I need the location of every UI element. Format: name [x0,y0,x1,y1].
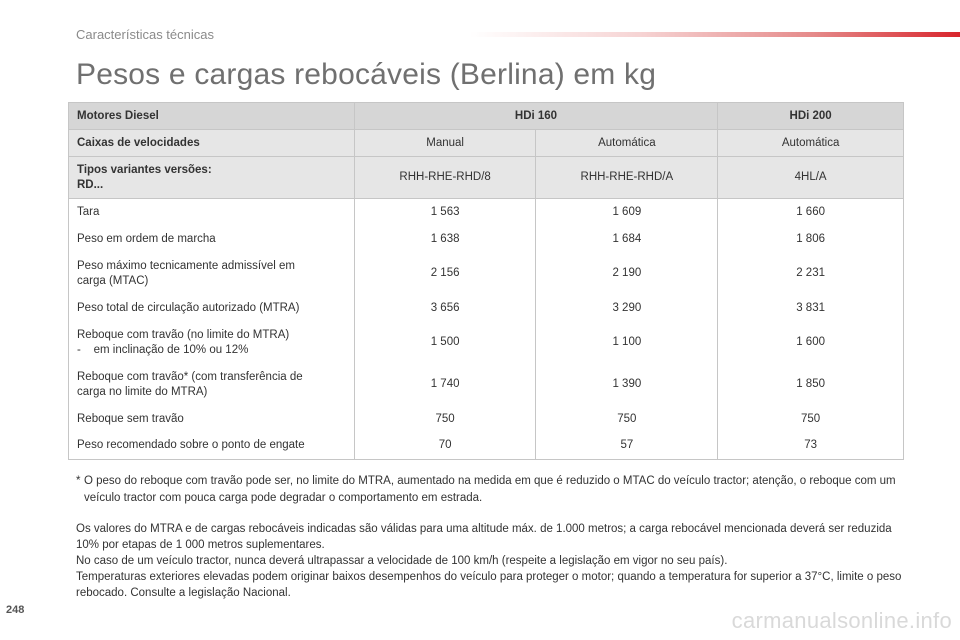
table-row [69,199,904,226]
header-accent-bar [470,32,960,37]
row-value: 1 850 [718,364,904,406]
variant-cell: RHH-RHE-RHD/A [536,157,718,199]
variant-cell: RHH-RHE-RHD/8 [354,157,536,199]
footnote [76,473,896,507]
table-row [69,322,904,364]
page-title: Pesos e cargas rebocáveis (Berlina) em kg [76,58,657,91]
row-value: 2 156 [354,253,536,295]
table-row [69,295,904,322]
weights-table [68,102,904,460]
note-line: No caso de um veículo tractor, nunca deverá ultrapassar a velocidade de 100 km/h (respeite a legislação em vigor no seu país). [76,555,728,567]
watermark: carmanualsonline.info [731,608,952,633]
row-label: Reboque com travão (no limite do MTRA) - em inclinação de 10% ou 12% [69,322,355,364]
gearbox-label: Caixas de velocidades [69,130,355,157]
row-value: 1 390 [536,364,718,406]
table-row [69,406,904,433]
table-row [69,226,904,253]
row-value: 750 [354,406,536,433]
row-value: 73 [718,433,904,460]
gearbox-cell: Automática [718,130,904,157]
section-header: Características técnicas [76,27,214,42]
gearbox-header-row [69,130,904,157]
row-label: Peso máximo tecnicamente admissível em carga (MTAC) [69,253,355,295]
page-number: 248 [6,604,25,616]
footnote-mark: * [76,475,81,487]
row-value: 750 [536,406,718,433]
row-value: 57 [536,433,718,460]
row-value: 1 806 [718,226,904,253]
row-label: Peso recomendado sobre o ponto de engate [69,433,355,460]
note-line: Temperaturas exteriores elevadas podem originar baixos desempenhos do veículo para proteger o motor; quando a temperatura for superior a 37°C, limite o peso rebocado. Consulte a legislação Nacional. [76,571,902,599]
gearbox-cell: Manual [354,130,536,157]
row-value: 1 638 [354,226,536,253]
row-value: 3 290 [536,295,718,322]
row-value: 1 684 [536,226,718,253]
row-label: Reboque com travão* (com transferência de carga no limite do MTRA) [69,364,355,406]
row-value: 2 190 [536,253,718,295]
row-value: 1 609 [536,199,718,226]
row-value: 1 660 [718,199,904,226]
variant-cell: 4HL/A [718,157,904,199]
footnote-text: O peso do reboque com travão pode ser, no limite do MTRA, aumentado na medida em que é reduzido o MTAC do veículo tractor; atenção, o reboque com um veículo tractor com pouca carga pode degradar o comportamento em estrada. [84,475,896,504]
row-value: 750 [718,406,904,433]
table-row [69,433,904,460]
table-row [69,253,904,295]
row-value: 3 656 [354,295,536,322]
gearbox-cell: Automática [536,130,718,157]
row-value: 1 740 [354,364,536,406]
engines-label: Motores Diesel [69,103,355,130]
row-value: 3 831 [718,295,904,322]
notes-paragraph [76,521,916,601]
variants-header-row [69,157,904,199]
row-value: 1 563 [354,199,536,226]
row-label: Peso em ordem de marcha [69,226,355,253]
engines-header-row [69,103,904,130]
row-label: Reboque sem travão [69,406,355,433]
row-value: 1 500 [354,322,536,364]
note-line: Os valores do MTRA e de cargas rebocáveis indicadas são válidas para uma altitude máx. de 1.000 metros; a carga rebocável mencionada deverá ser reduzida 10% por etapas de 1 000 metros suplementares. [76,523,892,551]
row-value: 1 600 [718,322,904,364]
row-label: Peso total de circulação autorizado (MTRA) [69,295,355,322]
row-label: Tara [69,199,355,226]
row-value: 70 [354,433,536,460]
engine-hdi-160: HDi 160 [354,103,717,130]
table-row [69,364,904,406]
row-value: 2 231 [718,253,904,295]
variants-label: Tipos variantes versões: RD... [69,157,355,199]
row-value: 1 100 [536,322,718,364]
engine-hdi-200: HDi 200 [718,103,904,130]
